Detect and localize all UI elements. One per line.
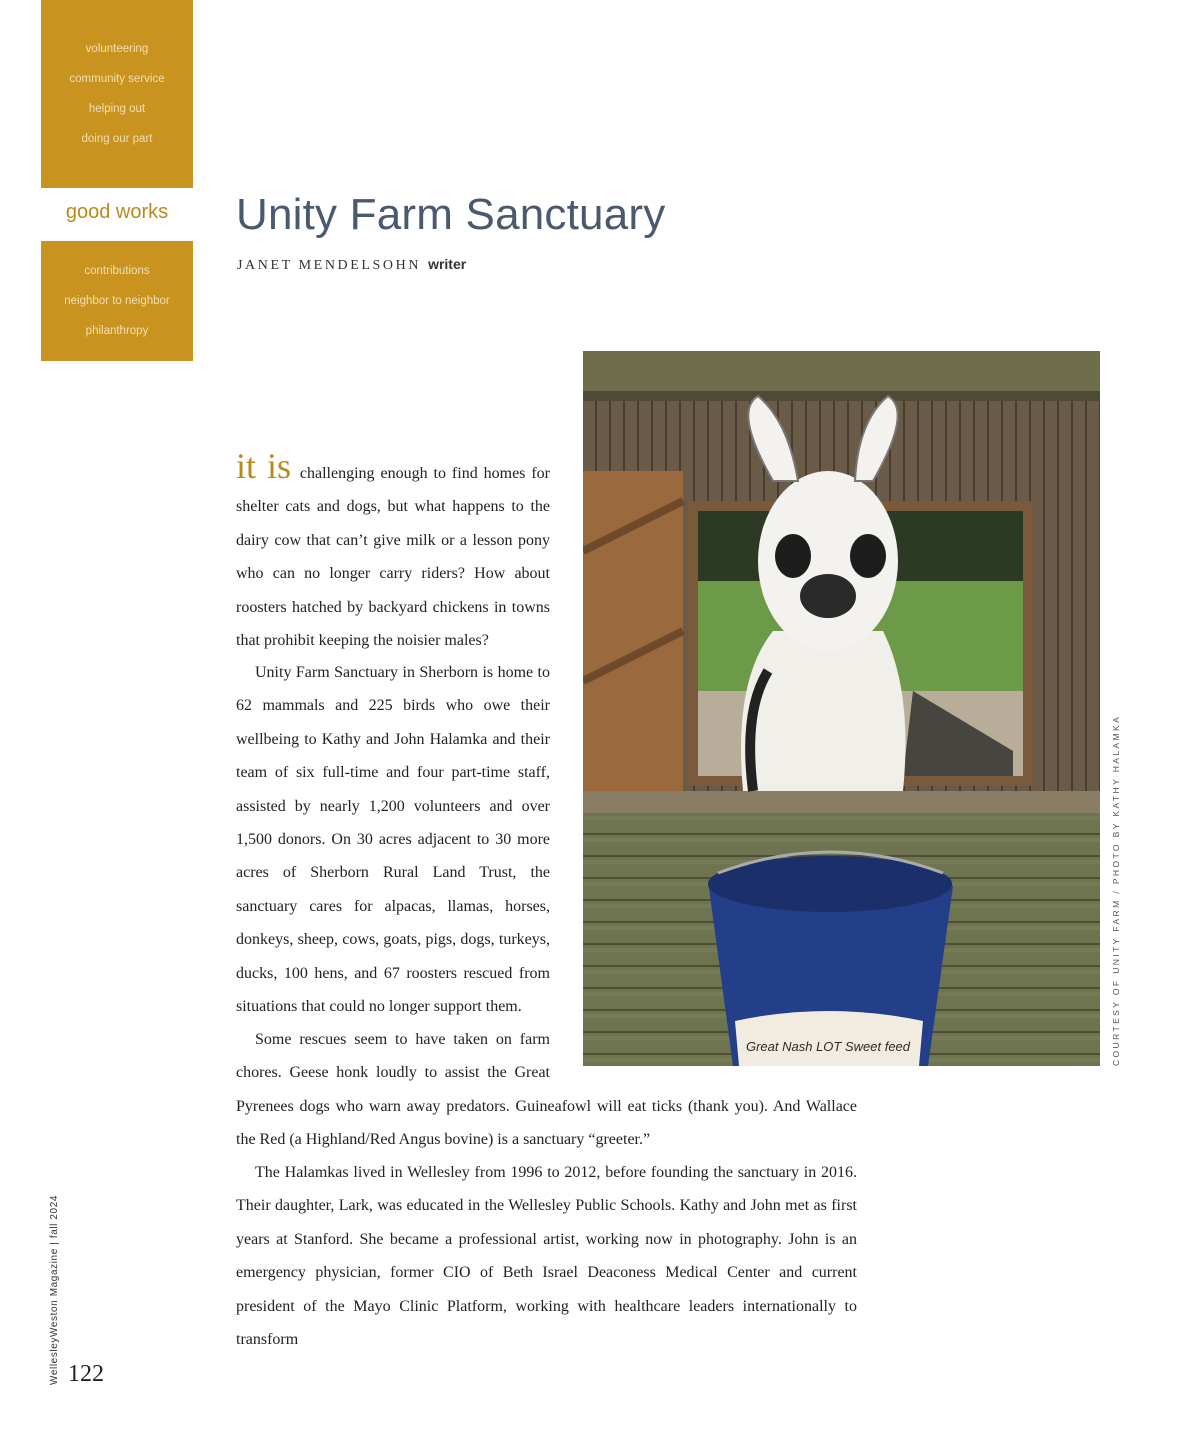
magazine-name: WellesleyWeston Magazine | fall 2024 — [49, 1194, 60, 1385]
drop-cap: it is — [236, 446, 291, 486]
byline-name: JANET MENDELSOHN — [237, 258, 422, 273]
tag-neighbor-to-neighbor: neighbor to neighbor — [64, 295, 170, 307]
article-title: Unity Farm Sanctuary — [236, 190, 666, 239]
byline-role: writer — [428, 256, 467, 272]
paragraph-1-text: challenging enough to find homes for shelter cats and dogs, but what happens to the dairy cow that can’t give milk or a lesson pony who can no longer carry riders? How about roosters hatched by backyard chickens in towns that prohibit keeping the noisier males? — [236, 465, 551, 650]
llama-photo — [583, 351, 1100, 1066]
paragraph-3 — [236, 1023, 857, 1157]
photo-wrap-spacer — [550, 1023, 857, 1057]
tag-doing-our-part: doing our part — [81, 133, 153, 145]
paragraph-2: Unity Farm Sanctuary in Sherborn is home to 62 mammals and 225 birds who owe their wellbeing to Kathy and John Halamka and their team of six full-time and four part-time staff, assisted by nearly 1,200 volunteers and over 1,500 donors. On 30 acres adjacent to 30 more acres of Sherborn Rural Land Trust, the sanctuary cares for alpacas, llamas, horses, donkeys, sheep, cows, goats, pigs, dogs, turkeys, ducks, 100 hens, and 67 roosters rescued from situations that could no longer support them. — [236, 664, 550, 1016]
tag-helping-out: helping out — [88, 103, 146, 115]
section-label: good works — [65, 201, 169, 223]
sidebar-tags-bottom — [41, 241, 193, 361]
paragraph-1 — [236, 446, 551, 657]
bucket-label: Great Nash LOT Sweet feed — [745, 1039, 911, 1054]
tag-contributions: contributions — [84, 265, 150, 277]
paragraph-4: The Halamkas lived in Wellesley from 1996 to 2012, before founding the sanctuary in 2016. Their daughter, Lark, was educated in the Wellesley Public Schools. Kathy and John met as first years at Stanford. She became a professional artist, working now in photography. John is an emergency physician, former CIO of Beth Israel Deaconess Medical Center and current president of the Mayo Clinic Platform, working with healthcare leaders internationally to transform — [236, 1164, 857, 1349]
tag-volunteering: volunteering — [85, 43, 149, 55]
tag-community-service: community service — [69, 73, 165, 85]
photo-credit: COURTESY OF UNITY FARM / PHOTO BY KATHY HALAMKA — [1111, 714, 1121, 1066]
paragraph-3-text: Some rescues seem to have taken on farm chores. Geese honk loudly to assist the Great Pyrenees dogs who warn away predators. Guineafowl will eat ticks (thank you). And Wallace the Red (a Highland/Red Angus bovine) is a sanctuary “greeter.” — [236, 1031, 857, 1149]
page-number: 122 — [68, 1361, 104, 1387]
byline — [237, 256, 466, 274]
sidebar-tags-top — [41, 0, 193, 188]
tag-philanthropy: philanthropy — [85, 325, 149, 337]
